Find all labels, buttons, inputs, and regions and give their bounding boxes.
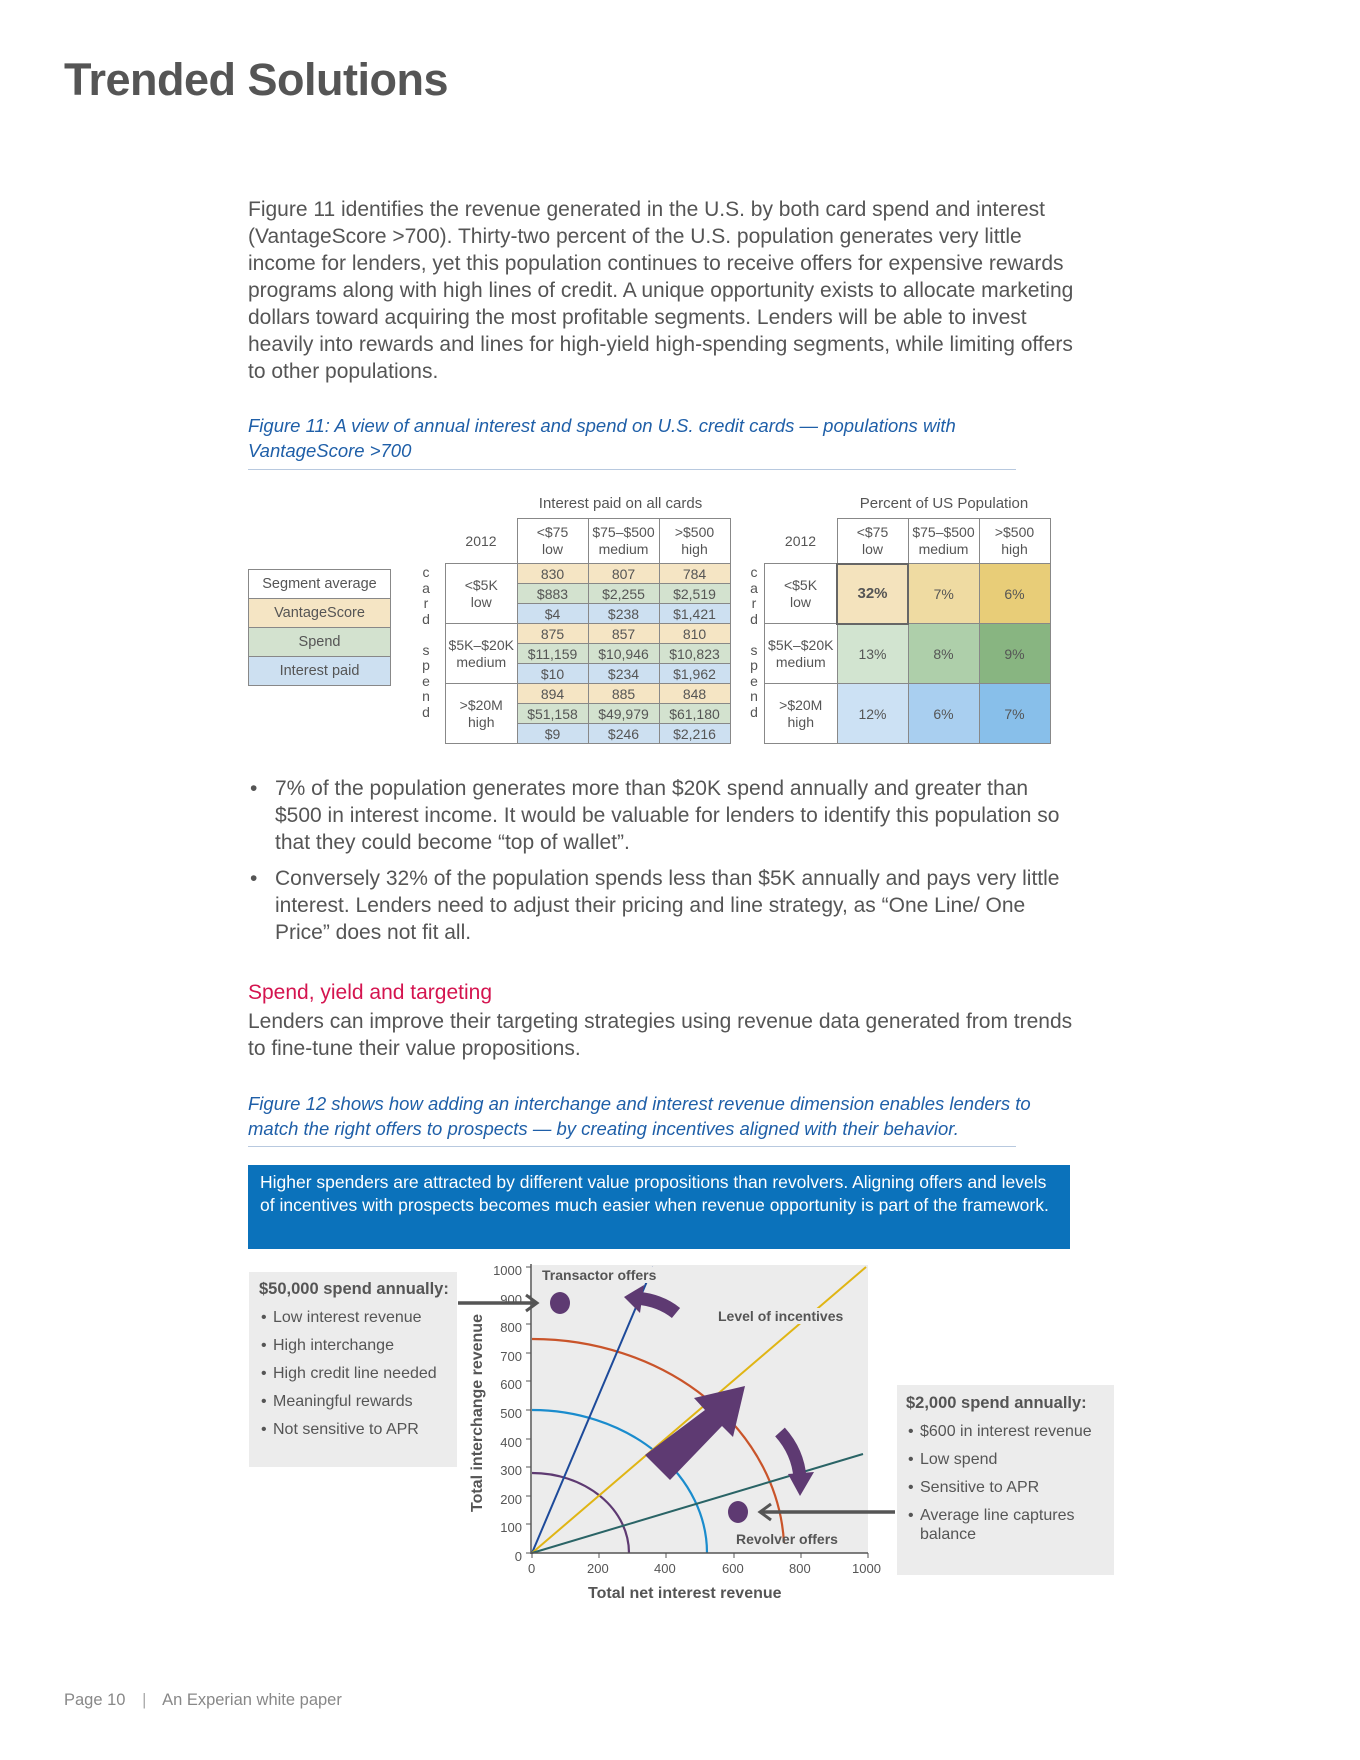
- col-header: medium: [918, 541, 969, 557]
- interest-cell: $234: [588, 664, 659, 684]
- vantage-cell: 807: [588, 564, 659, 584]
- spend-cell: $2,519: [659, 584, 730, 604]
- spend-cell: $883: [517, 584, 588, 604]
- col-header: low: [861, 540, 883, 557]
- col-header: $75–$500: [912, 524, 975, 540]
- section-heading: Spend, yield and targeting: [248, 981, 493, 1004]
- legend-segment-average: Segment average: [249, 570, 390, 599]
- vantage-cell: 830: [517, 564, 588, 584]
- profile-item: • Meaningful rewards: [259, 1392, 457, 1411]
- box-heading: $2,000 spend annually:: [906, 1394, 1087, 1412]
- interest-cell: $246: [588, 724, 659, 744]
- interest-cell: $238: [588, 604, 659, 624]
- box-heading: $50,000 spend annually:: [259, 1280, 449, 1298]
- interest-cell: $1,962: [659, 664, 730, 684]
- legend-interest-paid: Interest paid: [249, 657, 390, 685]
- callout-text: Higher spenders are attracted by different value propositions than revolvers. Aligning offers and levels of incentives with prospects becomes much easier when revenue opportunity is part of the framework.: [260, 1172, 1049, 1215]
- caption-line: VantageScore >700: [248, 440, 412, 461]
- revolver-marker: [728, 1501, 748, 1523]
- percent-cell: 6%: [908, 684, 979, 744]
- percent-cell: 6%: [979, 564, 1050, 624]
- percent-cell: 12%: [837, 684, 908, 744]
- page-number: Page 10: [64, 1691, 126, 1709]
- spend-cell: $49,979: [588, 704, 659, 724]
- spend-cell: $2,255: [588, 584, 659, 604]
- bullet-item: • Conversely 32% of the population spends less than $5K annually and pays very little interest. Lenders need to adjust their pricing and line strategy, as “One Line/ One Price” does not fit all.: [248, 865, 1078, 946]
- percent-cell-highlight: 32%: [837, 564, 908, 624]
- profile-item: • High interchange: [259, 1336, 457, 1355]
- col-header: low: [541, 541, 563, 557]
- transactor-marker: [550, 1292, 570, 1314]
- year-label: 2012: [465, 532, 497, 549]
- spend-cell: $61,180: [659, 704, 730, 724]
- interest-cell: $4: [517, 604, 588, 624]
- col-header: >$500: [994, 524, 1035, 540]
- spend-cell: $11,159: [517, 644, 588, 664]
- interest-table-title: Interest paid on all cards: [538, 495, 703, 512]
- profile-item: • High credit line needed: [259, 1364, 457, 1383]
- spend-cell: $51,158: [517, 704, 588, 724]
- row-header: $5K–$20K medium: [765, 624, 838, 684]
- profile-item: • Not sensitive to APR: [259, 1420, 457, 1439]
- row-header: <$5K low: [446, 564, 518, 624]
- profile-item: • Low interest revenue: [259, 1308, 457, 1327]
- y-axis-label: Total interchange revenue: [469, 1314, 486, 1512]
- figure-12-caption: Figure 12 shows how adding an interchange and interest revenue dimension enables lenders to match the right offers to prospects — by creating incentives aligned with their behavior.: [248, 1093, 1031, 1139]
- col-header: <$75: [536, 524, 569, 540]
- section-body: Lenders can improve their targeting strategies using revenue data generated from trends to fine-tune their value propositions.: [248, 1010, 1073, 1060]
- population-table-title: Percent of US Population: [859, 495, 1029, 512]
- page-footer: [64, 1691, 342, 1710]
- revolver-offers-label: Revolver offers: [736, 1531, 838, 1547]
- profile-item: • $600 in interest revenue: [906, 1422, 1114, 1441]
- row-header: <$5K low: [765, 564, 838, 624]
- legend-vantagescore: VantageScore: [249, 599, 390, 628]
- year-label: 2012: [784, 532, 817, 549]
- page-title: Trended Solutions: [64, 54, 449, 105]
- interest-cell: $2,216: [659, 724, 730, 744]
- col-header: high: [1001, 541, 1028, 557]
- spend-cell: $10,823: [659, 644, 730, 664]
- col-header: <$75: [856, 523, 889, 540]
- y-tick-labels: 1000 900 800 700 600 500 400 300 200 100 0: [493, 1263, 522, 1564]
- vantage-cell: 810: [659, 624, 730, 644]
- vantage-cell: 894: [517, 684, 588, 704]
- interest-cell: $10: [517, 664, 588, 684]
- percent-cell: 13%: [837, 624, 908, 684]
- bullet-item: • 7% of the population generates more than $20K spend annually and greater than $500 in interest income. It would be valuable for lenders to identify this population so that they could become “top of wallet”.: [248, 775, 1078, 856]
- col-header: medium: [598, 541, 649, 557]
- col-header: high: [681, 541, 708, 557]
- intro-paragraph: Figure 11 identifies the revenue generated in the U.S. by both card spend and interest (VantageScore >700). Thirty-two percent of the U.S. population generates very little income for lenders, yet this population continues to receive offers for expensive rewards programs along with high lines of credit. A unique opportunity exists to allocate marketing dollars toward acquiring the most profitable segments. Lenders will be able to invest heavily into rewards and lines for high-yield high-spending segments, while limiting offers to other populations.: [248, 198, 1074, 383]
- percent-cell: 7%: [979, 684, 1050, 744]
- legend-spend: Spend: [249, 628, 390, 657]
- card-spend-vertical-label: c a r d s p e n d: [750, 564, 758, 720]
- x-axis-label: Total net interest revenue: [588, 1585, 782, 1602]
- vantage-cell: 784: [659, 564, 730, 584]
- row-header: $5K–$20K medium: [446, 624, 518, 684]
- percent-cell: 8%: [908, 624, 979, 684]
- card-spend-vertical-label: c a r d s p e n d: [422, 564, 430, 720]
- transactor-offers-label: Transactor offers: [542, 1267, 657, 1283]
- level-of-incentives-label: Level of incentives: [718, 1308, 844, 1324]
- footer-separator: |: [142, 1691, 147, 1709]
- percent-cell: 9%: [979, 624, 1050, 684]
- row-header: >$20M high: [765, 684, 838, 744]
- row-header: >$20M high: [446, 684, 518, 744]
- col-header: >$500: [674, 524, 715, 540]
- spend-cell: $10,946: [588, 644, 659, 664]
- publication-name: An Experian white paper: [162, 1691, 342, 1709]
- profile-item: • Sensitive to APR: [906, 1478, 1114, 1497]
- interest-cell: $1,421: [659, 604, 730, 624]
- vantage-cell: 848: [659, 684, 730, 704]
- vantage-cell: 885: [588, 684, 659, 704]
- col-header: $75–$500: [592, 524, 655, 540]
- profile-item: • Low spend: [906, 1450, 1114, 1469]
- caption-line: Figure 11: A view of annual interest and spend on U.S. credit cards — populations with: [248, 415, 956, 436]
- percent-cell: 7%: [908, 564, 979, 624]
- interest-cell: $9: [517, 724, 588, 744]
- vantage-cell: 875: [517, 624, 588, 644]
- vantage-cell: 857: [588, 624, 659, 644]
- profile-item: • Average line captures balance: [906, 1506, 1114, 1544]
